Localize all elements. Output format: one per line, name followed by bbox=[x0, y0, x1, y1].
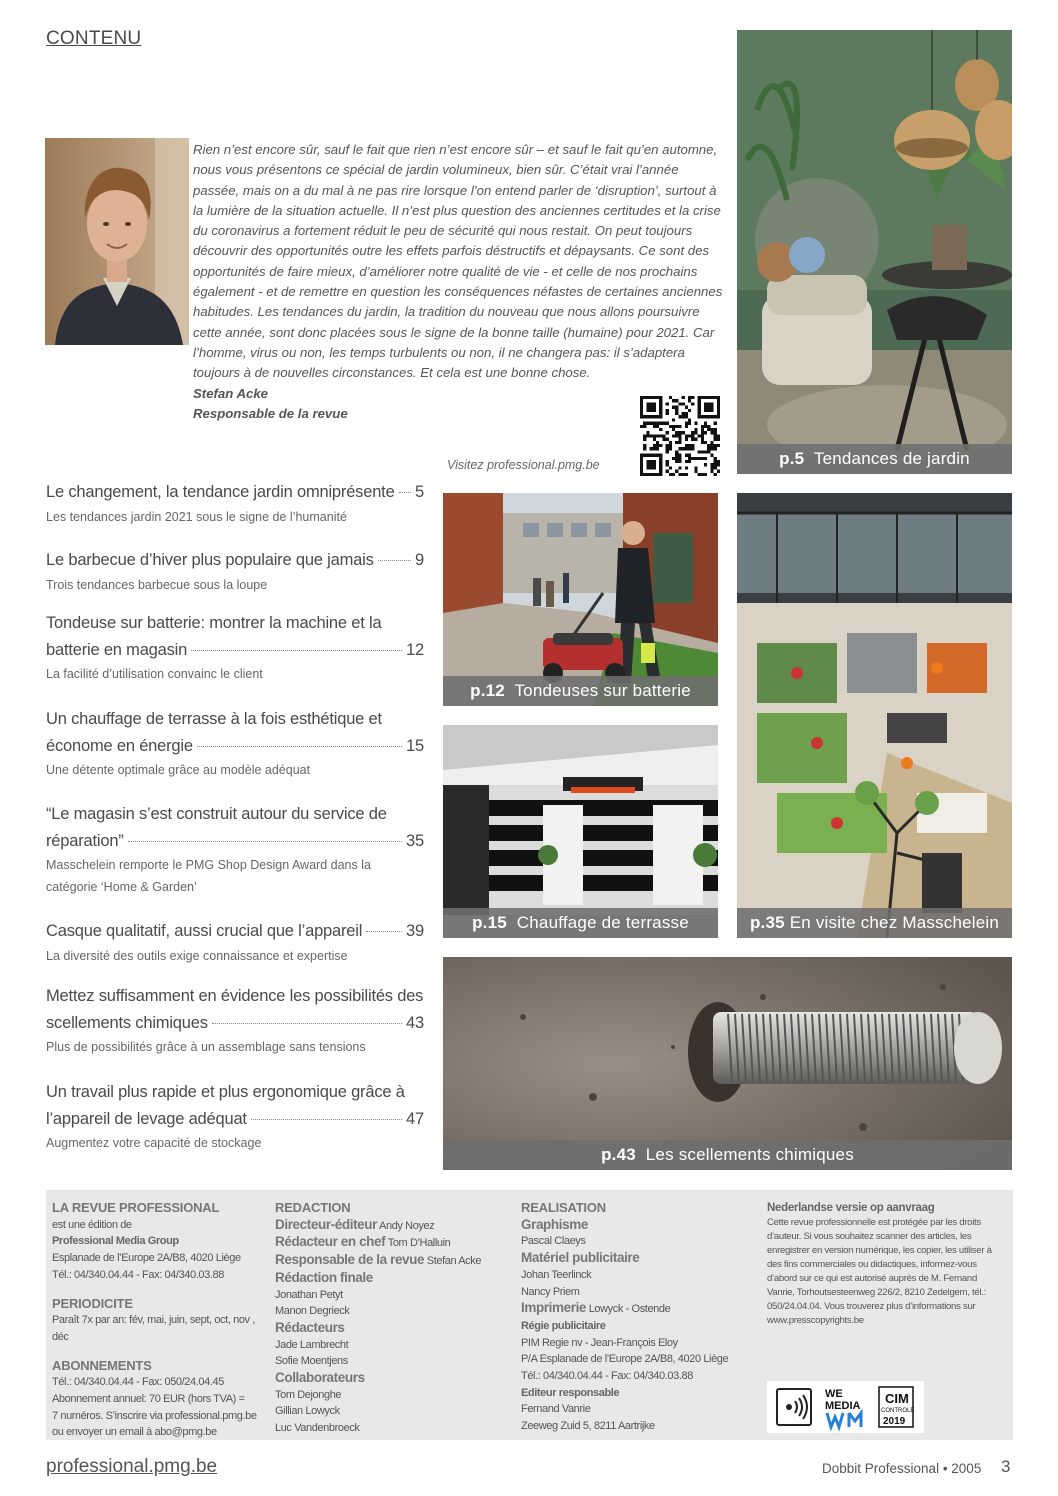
caption-page: p.5 bbox=[779, 449, 805, 468]
qr-caption: Visitez professional.pmg.be bbox=[447, 458, 600, 472]
caption-page: p.43 bbox=[601, 1145, 636, 1164]
colophon-person: Fernand Vanrie bbox=[521, 1403, 591, 1416]
editorial-author-role: Responsable de la revue bbox=[193, 405, 348, 421]
colophon-person: Manon Degrieck bbox=[275, 1305, 350, 1318]
colophon-person: Johan Teerlinck bbox=[521, 1268, 592, 1281]
colophon-heading: LA REVUE PROFESSIONAL bbox=[52, 1200, 220, 1215]
toc-page: 15 bbox=[406, 736, 424, 755]
colophon-role: Imprimerie bbox=[521, 1300, 587, 1316]
colophon-line: Tél.: 04/340.04.44 - Fax: 04/340.03.88 bbox=[521, 1370, 693, 1383]
toc-page: 5 bbox=[415, 483, 424, 501]
caption-page: p.12 bbox=[470, 681, 505, 700]
footer-website-link[interactable]: professional.pmg.be bbox=[46, 1456, 218, 1477]
toc-title: réparation” bbox=[46, 831, 124, 850]
we-media-logo-text: WE bbox=[825, 1388, 843, 1400]
cim-logo-text: CIM bbox=[885, 1391, 909, 1406]
toc-page: 47 bbox=[406, 1109, 424, 1128]
colophon-role: Régie publicitaire bbox=[521, 1319, 606, 1332]
photo-terrace-heater[interactable] bbox=[443, 725, 718, 938]
colophon-role: Matériel publicitaire bbox=[521, 1250, 640, 1266]
toc-title: l’appareil de levage adéquat bbox=[46, 1109, 247, 1128]
colophon-redaction bbox=[275, 1200, 510, 1437]
copyright-notice: Cette revue professionnelle est protégée par les droits d’auteur. Si vous souhaitez scanner des articles, les enregistrer en version numérique, les copier, les utiliser à des fins commerciales ou didactiques, informez-vous d’abord sur ce qui est autorisé auprès de M. Fernand Vanrie, Torhoutsesteenweg 226/2, 8210 Zedelgem, tél.: 050/24.04.04. Vous trouverez plus d’informations sur www.presscopyrights.be bbox=[767, 1217, 992, 1326]
toc-title-line: Mettez suffisamment en évidence les possibilités des bbox=[46, 987, 424, 1005]
colophon-heading: ABONNEMENTS bbox=[52, 1357, 152, 1373]
caption-terrace-heater bbox=[443, 908, 718, 938]
colophon-person: Nancy Priem bbox=[521, 1285, 580, 1298]
colophon-line: Abonnement annuel: 70 EUR (hors TVA) = bbox=[52, 1393, 245, 1406]
caption-battery-mower bbox=[443, 676, 718, 706]
colophon-person: Luc Vandenbroeck bbox=[275, 1422, 360, 1435]
colophon-person: Tom D’Halluin bbox=[387, 1237, 451, 1250]
toc-title: batterie en magasin bbox=[46, 640, 188, 659]
caption-garden-trends bbox=[737, 444, 1012, 474]
toc-subtitle: Plus de possibilités grâce à un assemblage sans tensions bbox=[46, 1040, 366, 1054]
toc-subtitle: La facilité d’utilisation convainc le client bbox=[46, 667, 263, 681]
colophon-person: Jonathan Petyt bbox=[275, 1288, 343, 1301]
toc-entry[interactable] bbox=[46, 706, 424, 781]
caption-label: Tendances de jardin bbox=[813, 449, 970, 468]
toc-title: Le changement, la tendance jardin omniprésente bbox=[46, 483, 395, 501]
colophon-person: Tom Dejonghe bbox=[275, 1388, 342, 1401]
caption-page: p.35 bbox=[749, 913, 785, 932]
colophon-line: PIM Regie nv - Jean-François Eloy bbox=[521, 1336, 678, 1349]
toc-title-line: Tondeuse sur batterie: montrer la machine et la bbox=[46, 614, 382, 632]
toc-title: Casque qualitatif, aussi crucial que l’appareil bbox=[46, 922, 363, 940]
colophon-person: Stefan Acke bbox=[426, 1255, 482, 1268]
colophon-heading: Nederlandse versie op aanvraag bbox=[767, 1202, 935, 1214]
toc-title: Le barbecue d’hiver plus populaire que jamais bbox=[46, 551, 374, 569]
toc-entry[interactable] bbox=[46, 610, 424, 685]
colophon-publisher bbox=[52, 1200, 272, 1441]
toc-subtitle: Une détente optimale grâce au modèle adéquat bbox=[46, 763, 311, 777]
toc-subtitle: Augmentez votre capacité de stockage bbox=[46, 1136, 262, 1150]
photo-garden-trends[interactable] bbox=[737, 30, 1012, 474]
colophon-person: Pascal Claeys bbox=[521, 1235, 586, 1248]
colophon-person: Gillian Lowyck bbox=[275, 1405, 340, 1418]
editorial-text: Rien n’est encore sûr, sauf le fait que rien n’est encore sûr – et sauf le fait qu’en automne, nous vous présentons ce spécial de jardin volumineux, bien sûr. C’était vrai l’année passée, mais on a du mal à ne pas rire lorsque l’on entend parler de ‘disruption’, surtout à la lumière de la situation actuelle. Il n’est plus question des anciennes certitudes et la crise du coronavirus a fortement réduit le peu de sécurité qui nous restait. On peut toujours découvrir des opportunités outre les effets parfois déstructifs et dépaysants. Ce sont des opportunités de faire mieux, d’améliorer notre qualité de vie - et celle de nos prochains également - et de remettre en question les conséquences néfastes de certaines anciennes habitudes. Les tendances du jardin, la tradition du nouveau que nous allons poursuivre cette année, sont donc placées sous le signe de la bonne taille (humaine) pour 2021. Car l’homme, virus ou non, les temps turbulents ou non, il ne changera pas: il s’adaptera toujours à de nouvelles circonstances. Et cela est une bonne chose. bbox=[193, 142, 723, 381]
toc-page: 9 bbox=[415, 551, 424, 569]
colophon-role: Rédacteur en chef bbox=[275, 1234, 386, 1250]
caption-page: p.15 bbox=[472, 913, 507, 932]
toc-subtitle: La diversité des outils exige connaissance et expertise bbox=[46, 948, 348, 963]
toc-subtitle: Trois tendances barbecue sous la loupe bbox=[46, 577, 268, 592]
colophon-role: Rédacteurs bbox=[275, 1319, 345, 1335]
colophon-heading: REALISATION bbox=[521, 1200, 606, 1215]
caption-chemical-anchors bbox=[443, 1140, 1012, 1170]
toc-page: 35 bbox=[406, 831, 424, 850]
toc-page: 43 bbox=[406, 1013, 424, 1032]
colophon-line: ou envoyer un email à abo@pmg.be bbox=[52, 1426, 217, 1439]
section-title: CONTENU bbox=[46, 28, 142, 49]
toc-entry[interactable] bbox=[46, 547, 424, 596]
toc-subtitle: Les tendances jardin 2021 sous le signe de l’humanité bbox=[46, 509, 347, 524]
colophon-line: Paraît 7x par an: fév, mai, juin, sept, oct, nov , déc bbox=[52, 1314, 255, 1343]
caption-label: Tondeuses sur batterie bbox=[514, 681, 691, 700]
toc-title-line: Un chauffage de terrasse à la fois esthétique et bbox=[46, 710, 382, 728]
toc-page: 39 bbox=[406, 922, 424, 940]
cim-logo-text: CONTROLE bbox=[881, 1408, 915, 1414]
photo-masschelein-store[interactable] bbox=[737, 493, 1012, 938]
photo-chemical-anchors[interactable] bbox=[443, 957, 1012, 1170]
caption-masschelein-store bbox=[737, 908, 1012, 938]
editorial bbox=[193, 140, 723, 424]
editorial-author: Stefan Acke bbox=[193, 385, 269, 401]
we-media-logo-text: MEDIA bbox=[825, 1400, 861, 1412]
editor-portrait bbox=[45, 138, 189, 345]
colophon-copyright bbox=[767, 1200, 1005, 1328]
toc-title-line: “Le magasin s’est construit autour du service de bbox=[46, 805, 387, 823]
colophon-person: Sofie Moentjens bbox=[275, 1355, 348, 1368]
colophon-line: Tél.: 04/340.04.44 - Fax: 04/340.03.88 bbox=[52, 1268, 224, 1281]
colophon-realisation bbox=[521, 1200, 761, 1435]
colophon-heading: PERIODICITE bbox=[52, 1295, 133, 1311]
colophon-role: Graphisme bbox=[521, 1216, 588, 1232]
caption-label: Chauffage de terrasse bbox=[516, 913, 689, 932]
caption-label: En visite chez Masschelein bbox=[789, 913, 1000, 932]
cim-logo-text: 2019 bbox=[883, 1416, 906, 1427]
certification-logos bbox=[767, 1381, 924, 1433]
footer-magazine-issue: Dobbit Professional • 2005 bbox=[822, 1461, 982, 1476]
colophon-line: Tél.: 04/340.04.44 - Fax: 050/24.04.45 bbox=[52, 1376, 224, 1389]
toc-subtitle: Masschelein remporte le PMG Shop Design Award dans la catégorie ‘Home & Garden’ bbox=[46, 858, 371, 894]
page-number: 3 bbox=[1001, 1457, 1011, 1476]
colophon-person: Lowyck - Ostende bbox=[588, 1303, 671, 1316]
photo-battery-mower[interactable] bbox=[443, 493, 718, 706]
toc-entry[interactable] bbox=[46, 1079, 424, 1154]
toc-page: 12 bbox=[406, 640, 424, 659]
toc-entry[interactable] bbox=[46, 801, 424, 898]
colophon-role: Editeur responsable bbox=[521, 1386, 620, 1399]
audio-icon bbox=[777, 1389, 811, 1425]
toc-entry[interactable] bbox=[46, 479, 424, 528]
colophon-person: Jade Lambrecht bbox=[275, 1338, 349, 1351]
caption-label: Les scellements chimiques bbox=[645, 1145, 854, 1164]
colophon-role: Collaborateurs bbox=[275, 1370, 365, 1386]
colophon-line: Professional Media Group bbox=[52, 1235, 179, 1248]
toc-title: économe en énergie bbox=[46, 736, 193, 755]
toc-entry[interactable] bbox=[46, 983, 424, 1058]
colophon-line: est une édition de bbox=[52, 1218, 132, 1231]
colophon-line: 7 numéros. S’inscrire via professional.pmg.be bbox=[52, 1409, 257, 1422]
colophon-role: Responsable de la revue bbox=[275, 1252, 425, 1268]
toc-entry[interactable] bbox=[46, 918, 424, 967]
colophon-role: Rédaction finale bbox=[275, 1269, 373, 1285]
colophon-heading: REDACTION bbox=[275, 1200, 351, 1215]
toc-title-line: Un travail plus rapide et plus ergonomique grâce à bbox=[46, 1083, 405, 1101]
colophon-line: Zeeweg Zuid 5, 8211 Aartrijke bbox=[521, 1420, 655, 1433]
colophon-person: Andy Noyez bbox=[379, 1219, 435, 1232]
colophon-line: P/A Esplanade de l’Europe 2A/B8, 4020 Liège bbox=[521, 1353, 729, 1366]
colophon-role: Directeur-éditeur bbox=[275, 1216, 377, 1232]
qr-code-icon[interactable] bbox=[640, 396, 720, 476]
toc-title: scellements chimiques bbox=[46, 1013, 208, 1032]
colophon-line: Esplanade de l’Europe 2A/B8, 4020 Liège bbox=[52, 1252, 241, 1265]
